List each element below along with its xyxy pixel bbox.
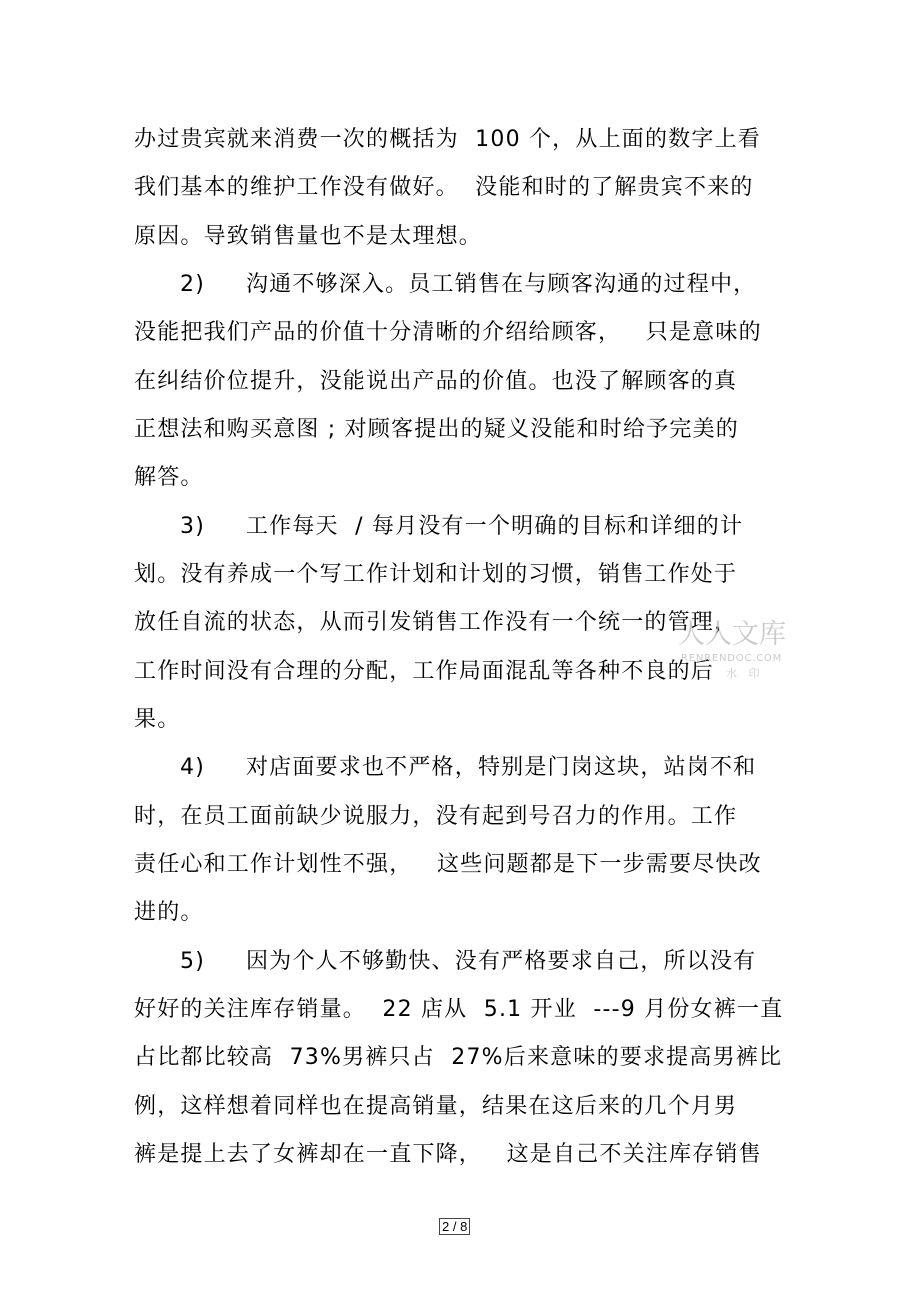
text-line: 裤是提上去了女裤却在一直下降， 这是自己不关注库存销售 xyxy=(134,1142,762,1167)
list-item-3-first-line: 3) 工作每天 / 每月没有一个明确的目标和详细的计 xyxy=(180,514,744,539)
watermark-label: 水 印 xyxy=(726,667,764,680)
text-line: 时，在员工面前缺少说服力，没有起到号召力的作用。工作 xyxy=(134,804,738,829)
text-line: 我们基本的维护工作没有做好。 没能和时的了解贵宾不来的 xyxy=(134,175,754,200)
text-line: 果。 xyxy=(134,707,181,732)
text-line: 责任心和工作计划性不强， 这些问题都是下一步需要尽快改 xyxy=(134,852,762,877)
list-item-4-first-line: 4) 对店面要求也不严格，特别是门岗这块，站岗不和 xyxy=(180,755,757,780)
list-item-5-first-line: 5) 因为个人不够勤快、没有严格要求自己，所以没有 xyxy=(180,949,757,974)
text-line: 解答。 xyxy=(134,465,204,490)
text-line: 划。没有养成一个写工作计划和计划的习惯，销售工作处于 xyxy=(134,562,738,587)
watermark-url: RENRENDOC.COM xyxy=(681,653,783,664)
text-line: 占比都比较高 73%男裤只占 27%后来意味的要求提高男裤比 xyxy=(134,1045,783,1070)
text-line: 放任自流的状态，从而引发销售工作没有一个统一的管理， xyxy=(134,610,738,635)
text-line: 在纠结价位提升，没能说出产品的价值。也没了解顾客的真 xyxy=(134,369,738,394)
text-line: 好好的关注库存销量。 22 店从 5.1 开业 ---9 月份女裤一直 xyxy=(134,997,784,1022)
page-number: 2 / 8 xyxy=(439,1218,470,1235)
text-line: 进的。 xyxy=(134,900,204,925)
text-line: 没能把我们产品的价值十分清晰的介绍给顾客， 只是意味的 xyxy=(134,320,762,345)
text-line: 办过贵宾就来消费一次的概括为 100 个，从上面的数字上看 xyxy=(134,127,761,152)
text-line: 例，这样想着同样也在提高销量，结果在这后来的几个月男 xyxy=(134,1094,738,1119)
list-item-2-first-line: 2) 沟通不够深入。员工销售在与顾客沟通的过程中， xyxy=(180,272,757,297)
watermark xyxy=(678,619,786,690)
text-line: 原因。导致销售量也不是太理想。 xyxy=(134,224,483,249)
watermark-title: 人人文库 xyxy=(678,619,786,650)
text-line: 工作时间没有合理的分配，工作局面混乱等各种不良的后 xyxy=(134,659,715,684)
text-line: 正想法和购买意图 ; 对顾客提出的疑义没能和时给予完美的 xyxy=(134,417,740,442)
